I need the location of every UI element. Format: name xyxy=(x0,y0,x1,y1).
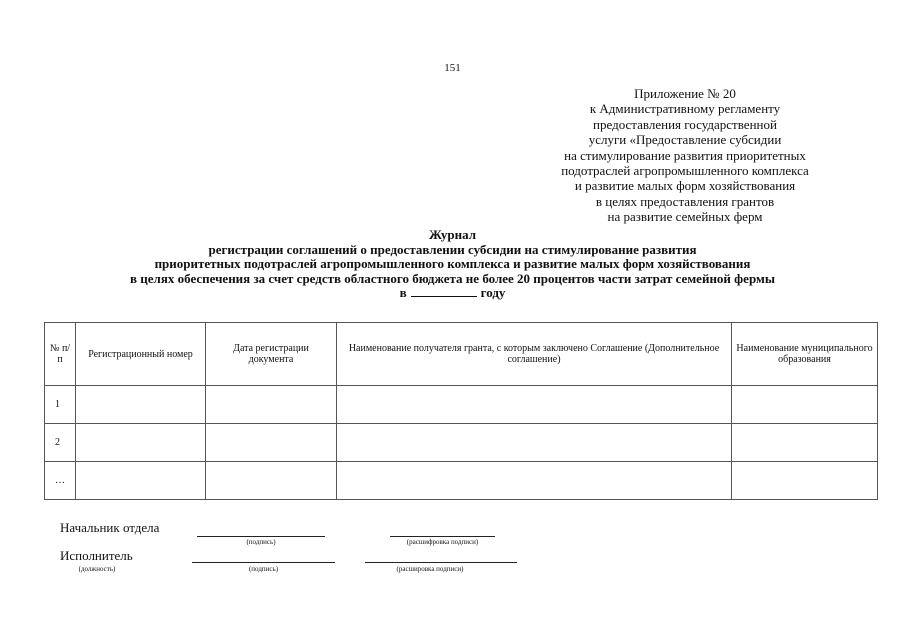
row-number: 1 xyxy=(45,386,76,424)
table-cell[interactable] xyxy=(76,424,206,462)
table-cell[interactable] xyxy=(732,424,878,462)
page-number: 151 xyxy=(444,62,461,74)
appendix-line: Приложение № 20 xyxy=(634,86,736,101)
appendix-line: и развитие малых форм хозяйствования xyxy=(574,178,796,194)
table-cell[interactable] xyxy=(732,386,878,424)
appendix-line: на развитие семейных ферм xyxy=(607,209,763,225)
appendix-line: подотраслей агропромышленного комплекса xyxy=(561,163,809,179)
table-cell[interactable] xyxy=(206,386,337,424)
col-header-recipient: Наименование получателя гранта, с которым заключено Соглашение (Дополнительное соглашение) xyxy=(337,323,732,386)
head-signature-caption: (подпись) xyxy=(246,538,276,546)
table-row xyxy=(45,386,878,424)
table-cell[interactable] xyxy=(76,462,206,500)
executor-decode-caption: (расшировка подписи) xyxy=(396,565,464,573)
year-suffix: году xyxy=(480,285,506,300)
table-row xyxy=(45,424,878,462)
journal-line: в целях обеспечения за счет средств областного бюджета не более 20 процентов части затрат семейной фермы xyxy=(130,270,775,286)
executor-signature-line[interactable] xyxy=(192,562,335,563)
year-prefix: в xyxy=(399,285,407,300)
row-number: … xyxy=(45,462,76,500)
col-header-reg-number: Регистрационный номер xyxy=(76,323,206,386)
table-cell[interactable] xyxy=(732,462,878,500)
table-header-row xyxy=(45,323,878,386)
appendix-line: на стимулирование развития приоритетных xyxy=(564,147,806,163)
table-cell[interactable] xyxy=(337,462,732,500)
table-cell[interactable] xyxy=(76,386,206,424)
table-cell[interactable] xyxy=(206,424,337,462)
appendix-line: услуги «Предоставление субсидии xyxy=(588,132,782,148)
appendix-header xyxy=(525,86,845,225)
head-signature-line[interactable] xyxy=(197,536,325,537)
journal-heading: Журнал xyxy=(429,227,476,242)
executor-position-caption: (должность) xyxy=(78,565,116,573)
year-line xyxy=(0,286,905,301)
table-row xyxy=(45,462,878,500)
executor-signature-caption: (подпись) xyxy=(248,565,279,573)
registration-table xyxy=(44,322,878,500)
appendix-line: в целях предоставления грантов xyxy=(595,193,775,209)
row-number: 2 xyxy=(45,424,76,462)
journal-title xyxy=(0,228,905,301)
journal-line: приоритетных подотраслей агропромышленного комплекса и развитие малых форм хозяйствования xyxy=(154,256,751,271)
table-cell[interactable] xyxy=(337,424,732,462)
col-header-municipality: Наименование муниципального образования xyxy=(732,323,878,386)
head-decode-caption: (расшифровка подписи) xyxy=(406,538,479,546)
executor-label: Исполнитель xyxy=(60,548,133,563)
head-of-department-label: Начальник отдела xyxy=(60,520,160,535)
table-cell[interactable] xyxy=(337,386,732,424)
col-header-number: № п/п xyxy=(45,323,76,386)
journal-line: регистрации соглашений о предоставлении субсидии на стимулирование развития xyxy=(208,241,697,257)
head-decode-line[interactable] xyxy=(390,536,495,537)
appendix-line: к Административному регламенту xyxy=(589,101,781,117)
col-header-reg-date: Дата регистрации документа xyxy=(206,323,337,386)
table-cell[interactable] xyxy=(206,462,337,500)
year-blank[interactable] xyxy=(411,286,477,297)
executor-decode-line[interactable] xyxy=(365,562,517,563)
appendix-line: предоставления государственной xyxy=(593,116,777,132)
